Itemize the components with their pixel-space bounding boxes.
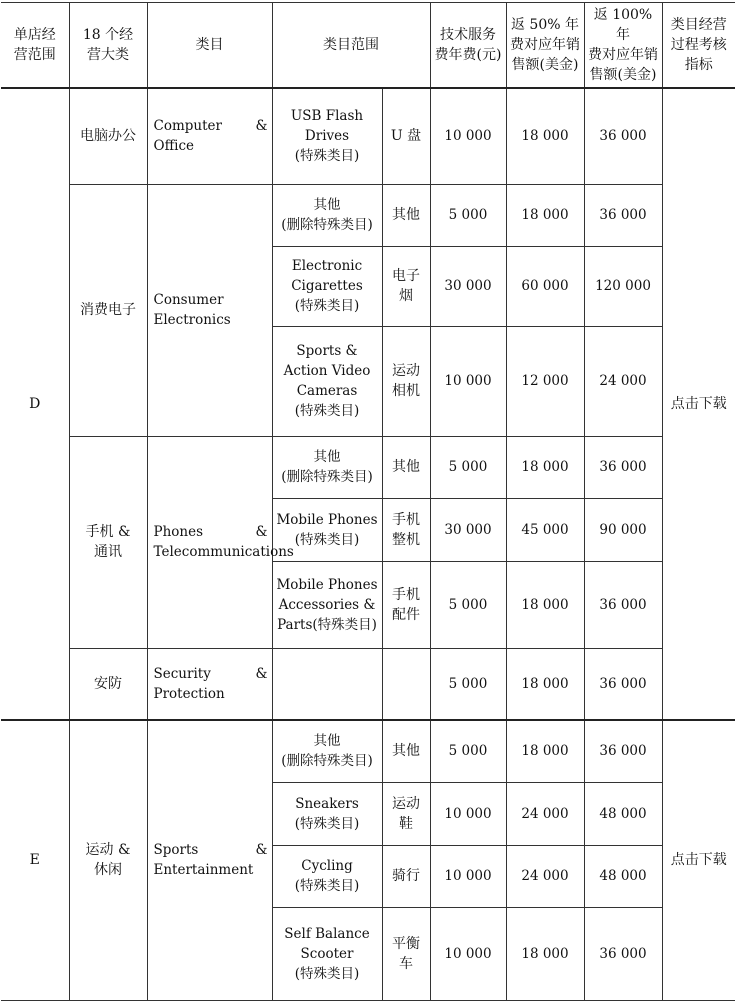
- refund-100-cell: 36 000: [584, 907, 662, 1000]
- category-range-en-cell: Mobile Phones (特殊类目): [272, 498, 382, 561]
- category-cell: Security & Protection: [147, 648, 272, 720]
- category-range-en-cell: USB Flash Drives (特殊类目): [272, 88, 382, 184]
- header-major-category: 18 个经 营大类: [69, 3, 147, 89]
- category-range-en-cell: Cycling (特殊类目): [272, 845, 382, 907]
- table-row: [1, 436, 735, 498]
- header-row: [1, 3, 735, 89]
- major-category-cell: 手机 & 通讯: [69, 436, 147, 648]
- refund-50-cell: 12 000: [506, 326, 584, 436]
- table-body: [1, 88, 735, 1000]
- download-link[interactable]: 点击下载: [662, 720, 735, 1000]
- refund-50-cell: 18 000: [506, 561, 584, 648]
- category-range-en-cell: Self Balance Scooter (特殊类目): [272, 907, 382, 1000]
- category-range-en-cell: Sneakers (特殊类目): [272, 782, 382, 845]
- service-fee-cell: 10 000: [430, 88, 506, 184]
- category-cell: Consumer Electronics: [147, 184, 272, 436]
- category-range-en-cell: Electronic Cigarettes (特殊类目): [272, 246, 382, 326]
- major-category-cell: 运动 & 休闲: [69, 720, 147, 1000]
- header-category-range: 类目范围: [272, 3, 430, 89]
- category-range-cn-cell: U 盘: [382, 88, 430, 184]
- header-refund-50: 返 50% 年 费对应年销 售额(美金): [506, 3, 584, 89]
- refund-100-cell: 36 000: [584, 720, 662, 782]
- refund-100-cell: 36 000: [584, 648, 662, 720]
- download-link[interactable]: 点击下载: [662, 88, 735, 720]
- refund-100-cell: 120 000: [584, 246, 662, 326]
- service-fee-cell: 30 000: [430, 246, 506, 326]
- category-range-cn-cell: 其他: [382, 720, 430, 782]
- service-fee-cell: 10 000: [430, 326, 506, 436]
- refund-100-cell: 24 000: [584, 326, 662, 436]
- service-fee-cell: 5 000: [430, 561, 506, 648]
- major-category-cell: 电脑办公: [69, 88, 147, 184]
- category-range-en-cell: 其他 (删除特殊类目): [272, 436, 382, 498]
- refund-100-cell: 36 000: [584, 88, 662, 184]
- category-range-cn-cell: 手机 配件: [382, 561, 430, 648]
- category-cell: Phones & Telecommunications: [147, 436, 272, 648]
- major-category-cell: 安防: [69, 648, 147, 720]
- category-range-cn-cell: 平衡车: [382, 907, 430, 1000]
- header-category: 类目: [147, 3, 272, 89]
- refund-100-cell: 36 000: [584, 184, 662, 246]
- refund-50-cell: 18 000: [506, 184, 584, 246]
- category-range-cn-cell: 其他: [382, 184, 430, 246]
- header-scope: 单店经 营范围: [1, 3, 69, 89]
- header-service-fee: 技术服务 费年费(元): [430, 3, 506, 89]
- service-fee-cell: 10 000: [430, 907, 506, 1000]
- category-range-en-cell: Sports & Action Video Cameras (特殊类目): [272, 326, 382, 436]
- category-cell: Sports & Entertainment: [147, 720, 272, 1000]
- category-range-en-cell: [272, 648, 382, 720]
- category-range-cn-cell: 运动 相机: [382, 326, 430, 436]
- service-fee-cell: 5 000: [430, 184, 506, 246]
- refund-50-cell: 24 000: [506, 782, 584, 845]
- refund-50-cell: 18 000: [506, 907, 584, 1000]
- category-range-en-cell: 其他 (删除特殊类目): [272, 720, 382, 782]
- header-assessment: 类目经营 过程考核 指标: [662, 3, 735, 89]
- refund-50-cell: 45 000: [506, 498, 584, 561]
- refund-100-cell: 90 000: [584, 498, 662, 561]
- table-row: [1, 648, 735, 720]
- category-range-cn-cell: 电子烟: [382, 246, 430, 326]
- refund-50-cell: 18 000: [506, 88, 584, 184]
- fee-table: [1, 2, 735, 1001]
- refund-100-cell: 48 000: [584, 845, 662, 907]
- service-fee-cell: 5 000: [430, 436, 506, 498]
- refund-100-cell: 36 000: [584, 561, 662, 648]
- service-fee-cell: 5 000: [430, 720, 506, 782]
- category-range-cn-cell: [382, 648, 430, 720]
- refund-50-cell: 18 000: [506, 720, 584, 782]
- service-fee-cell: 10 000: [430, 845, 506, 907]
- category-range-cn-cell: 骑行: [382, 845, 430, 907]
- service-fee-cell: 5 000: [430, 648, 506, 720]
- header-refund-100: 返 100% 年 费对应年销 售额(美金): [584, 3, 662, 89]
- category-range-cn-cell: 手机 整机: [382, 498, 430, 561]
- major-category-cell: 消费电子: [69, 184, 147, 436]
- table-row: [1, 184, 735, 246]
- refund-50-cell: 18 000: [506, 648, 584, 720]
- scope-cell: E: [1, 720, 69, 1000]
- refund-50-cell: 18 000: [506, 436, 584, 498]
- table-row: [1, 720, 735, 782]
- refund-100-cell: 48 000: [584, 782, 662, 845]
- refund-50-cell: 60 000: [506, 246, 584, 326]
- category-cell: Computer & Office: [147, 88, 272, 184]
- category-range-cn-cell: 其他: [382, 436, 430, 498]
- refund-50-cell: 24 000: [506, 845, 584, 907]
- table-row: [1, 88, 735, 184]
- service-fee-cell: 10 000: [430, 782, 506, 845]
- category-range-cn-cell: 运动鞋: [382, 782, 430, 845]
- service-fee-cell: 30 000: [430, 498, 506, 561]
- scope-cell: D: [1, 88, 69, 720]
- refund-100-cell: 36 000: [584, 436, 662, 498]
- category-range-en-cell: Mobile Phones Accessories & Parts(特殊类目): [272, 561, 382, 648]
- category-range-en-cell: 其他 (删除特殊类目): [272, 184, 382, 246]
